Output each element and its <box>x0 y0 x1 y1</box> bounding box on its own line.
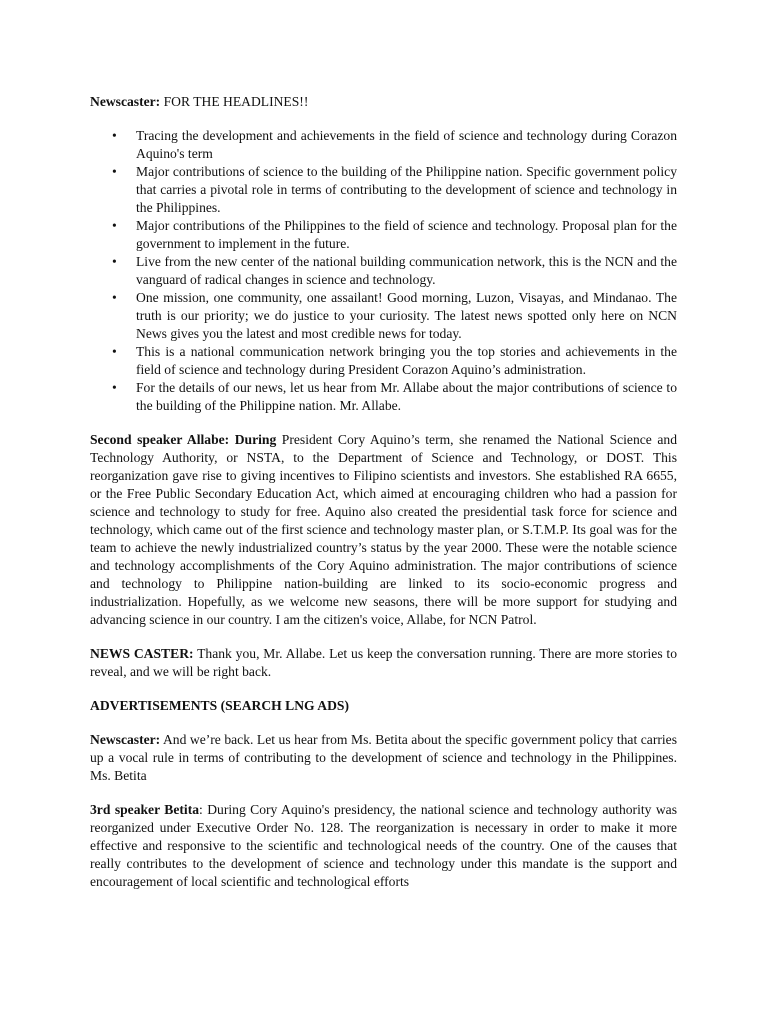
speaker-label: Newscaster: <box>90 94 161 109</box>
speaker-label: Second speaker Allabe: During <box>90 432 277 447</box>
list-item <box>90 127 677 163</box>
headline-text: Major contributions of science to the building of the Philippine nation. Specific government policy that carries a pivotal role in terms of contributing to the development of science and technology in the Philippines. <box>136 164 677 215</box>
list-item <box>90 163 677 217</box>
headline-list <box>90 127 677 415</box>
list-item <box>90 253 677 289</box>
newscaster-return-text: And we’re back. Let us hear from Ms. Betita about the specific government policy that carries up a vocal rule in terms of contributing to the development of science and technology in the Philippines. Ms. Betita <box>90 732 677 783</box>
bullet-icon: • <box>112 380 117 395</box>
bullet-icon: • <box>112 344 117 359</box>
headline-text: Live from the new center of the national building communication network, this is the NCN and the vanguard of radical changes in science and technology. <box>136 254 677 287</box>
ads-heading: ADVERTISEMENTS (SEARCH LNG ADS) <box>90 698 349 713</box>
intro-text: FOR THE HEADLINES!! <box>160 94 309 109</box>
headline-text: One mission, one community, one assailant! Good morning, Luzon, Visayas, and Mindanao. The truth is our priority; we do justice to your curiosity. The latest news spotted only here on NCN News gives you the latest and most credible news for today. <box>136 290 677 341</box>
headline-text: Major contributions of the Philippines to the field of science and technology. Proposal plan for the government to implement in the future. <box>136 218 677 251</box>
bullet-icon: • <box>112 128 117 143</box>
betita-paragraph <box>90 801 677 891</box>
bullet-icon: • <box>112 218 117 233</box>
headline-text: For the details of our news, let us hear from Mr. Allabe about the major contributions of science to the building of the Philippine nation. Mr. Allabe. <box>136 380 677 413</box>
list-item <box>90 379 677 415</box>
list-item <box>90 343 677 379</box>
headline-text: This is a national communication network bringing you the top stories and achievements in the field of science and technology during President Corazon Aquino’s administration. <box>136 344 677 377</box>
document-page <box>90 93 677 907</box>
speaker-label: 3rd speaker Betita <box>90 802 200 817</box>
speaker-label: Newscaster: <box>90 732 161 747</box>
list-item <box>90 217 677 253</box>
newscaster-break-paragraph <box>90 645 677 681</box>
bullet-icon: • <box>112 164 117 179</box>
allabe-text: President Cory Aquino’s term, she renamed the National Science and Technology Authority, or NSTA, to the Department of Science and Technology, or DOST. This reorganization gave rise to giving incentives to Filipino scientists and investors. She established RA 6655, or the Free Public Secondary Education Act, which aimed at encouraging children who had a passion for science and technology to study for free. Aquino also created the presidential task force for science and technology, which came out of the first science and technology master plan, or S.T.M.P. Its goal was for the team to achieve the newly industrialized country’s status by the year 2000. These were the notable science and technology accomplishments of the Cory Aquino administration. The major contributions of science and technology to Philippine nation-building are linked to its socio-economic progress and industrialization. Hopefully, as we welcome new seasons, there will be more support for studying and advancing science in our country. I am the citizen's voice, Allabe, for NCN Patrol. <box>90 432 677 627</box>
speaker-label: NEWS CASTER: <box>90 646 194 661</box>
newscaster-return-paragraph <box>90 731 677 785</box>
allabe-paragraph <box>90 431 677 629</box>
betita-text: : During Cory Aquino's presidency, the national science and technology authority was reorganized under Executive Order No. 128. The reorganization is necessary in order to make it more effective and responsive to the scientific and technological needs of the country. One of the causes that really contributes to the development of science and technology under this mandate is the support and encouragement of local scientific and technological efforts <box>90 802 677 889</box>
bullet-icon: • <box>112 290 117 305</box>
bullet-icon: • <box>112 254 117 269</box>
headline-text: Tracing the development and achievements in the field of science and technology during Corazon Aquino's term <box>136 128 677 161</box>
list-item <box>90 289 677 343</box>
newscaster-break-text: Thank you, Mr. Allabe. Let us keep the conversation running. There are more stories to reveal, and we will be right back. <box>90 646 678 679</box>
intro-paragraph <box>90 93 677 111</box>
